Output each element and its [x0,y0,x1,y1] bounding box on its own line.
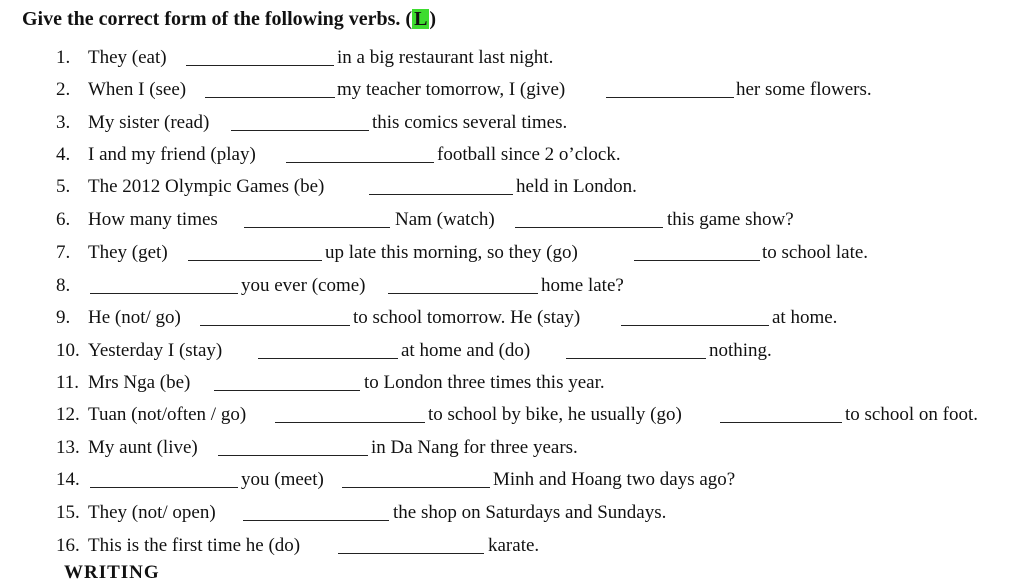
answer-blank[interactable] [243,520,389,521]
item-number: 4. [56,144,71,165]
item-text: at home. [772,307,838,328]
item-number: 6. [56,209,71,230]
item-number: 1. [56,47,71,68]
item-number: 12. [56,404,80,425]
item-text: at home and (do) [401,340,531,361]
item-text: in a big restaurant last night. [337,47,554,68]
exercise-item [0,434,1024,462]
item-text: They (eat) [88,47,167,68]
item-number: 7. [56,242,71,263]
heading-text: Give the correct form of the following verbs. ( [22,8,413,30]
item-text: Nam (watch) [395,209,495,230]
item-text: My aunt (live) [88,437,198,458]
item-text: to school late. [762,242,869,263]
item-text: Yesterday I (stay) [88,340,223,361]
answer-blank[interactable] [286,162,434,163]
item-text: They (get) [88,242,168,263]
exercise-item [0,44,1024,72]
item-text: My sister (read) [88,112,210,133]
item-text: to school tomorrow. He (stay) [353,307,581,328]
answer-blank[interactable] [90,293,238,294]
item-number: 16. [56,535,80,556]
item-text: Mrs Nga (be) [88,372,191,393]
answer-blank[interactable] [258,358,398,359]
answer-blank[interactable] [515,227,663,228]
item-number: 2. [56,79,71,100]
item-text: This is the first time he (do) [88,535,301,556]
item-text: in Da Nang for three years. [371,437,578,458]
item-number: 3. [56,112,71,133]
item-text: my teacher tomorrow, I (give) [337,79,566,100]
item-text: this comics several times. [372,112,568,133]
item-text: this game show? [667,209,794,230]
answer-blank[interactable] [244,227,390,228]
exercise-item [0,337,1024,365]
item-text: They (not/ open) [88,502,216,523]
item-text: karate. [488,535,540,556]
item-number: 9. [56,307,71,328]
answer-blank[interactable] [388,293,538,294]
exercise-item [0,239,1024,267]
answer-blank[interactable] [188,260,322,261]
answer-blank[interactable] [369,194,513,195]
item-text: I and my friend (play) [88,144,256,165]
answer-blank[interactable] [231,130,369,131]
item-text: Minh and Hoang two days ago? [493,469,736,490]
item-number: 5. [56,176,71,197]
answer-blank[interactable] [634,260,760,261]
item-text: to school on foot. [845,404,978,425]
level-tag-highlight: L [414,8,428,30]
answer-blank[interactable] [214,390,360,391]
answer-blank[interactable] [200,325,350,326]
exercise-item [0,532,1024,560]
item-text: to London three times this year. [364,372,605,393]
item-number: 13. [56,437,80,458]
item-text: He (not/ go) [88,307,181,328]
item-text: The 2012 Olympic Games (be) [88,176,325,197]
exercise-item [0,272,1024,300]
item-text: you ever (come) [241,275,366,296]
exercise-item [0,401,1024,429]
item-text: home late? [541,275,624,296]
answer-blank[interactable] [606,97,734,98]
exercise-heading [22,8,436,31]
exercise-item [0,304,1024,332]
item-number: 11. [56,372,80,393]
item-number: 8. [56,275,71,296]
exercise-item [0,369,1024,397]
answer-blank[interactable] [205,97,335,98]
item-number: 10. [56,340,80,361]
exercise-item [0,76,1024,104]
item-text: Tuan (not/often / go) [88,404,247,425]
item-text: to school by bike, he usually (go) [428,404,682,425]
item-text: you (meet) [241,469,324,490]
item-text: football since 2 o’clock. [437,144,621,165]
exercise-item [0,109,1024,137]
item-text: held in London. [516,176,637,197]
exercise-item [0,141,1024,169]
answer-blank[interactable] [342,487,490,488]
answer-blank[interactable] [90,487,238,488]
item-number: 14. [56,469,80,490]
heading-close: ) [429,8,437,30]
answer-blank[interactable] [338,553,484,554]
answer-blank[interactable] [218,455,368,456]
answer-blank[interactable] [566,358,706,359]
item-text: When I (see) [88,79,187,100]
exercise-item [0,206,1024,234]
answer-blank[interactable] [720,422,842,423]
exercise-item [0,466,1024,494]
exercise-item [0,499,1024,527]
item-text: How many times [88,209,218,230]
next-section-heading: WRITING [64,562,160,583]
answer-blank[interactable] [621,325,769,326]
item-text: up late this morning, so they (go) [325,242,578,263]
heading-tag [412,8,429,31]
answer-blank[interactable] [186,65,334,66]
answer-blank[interactable] [275,422,425,423]
item-text: her some flowers. [736,79,872,100]
item-number: 15. [56,502,80,523]
item-text: the shop on Saturdays and Sundays. [393,502,667,523]
item-text: nothing. [709,340,772,361]
exercise-item [0,173,1024,201]
